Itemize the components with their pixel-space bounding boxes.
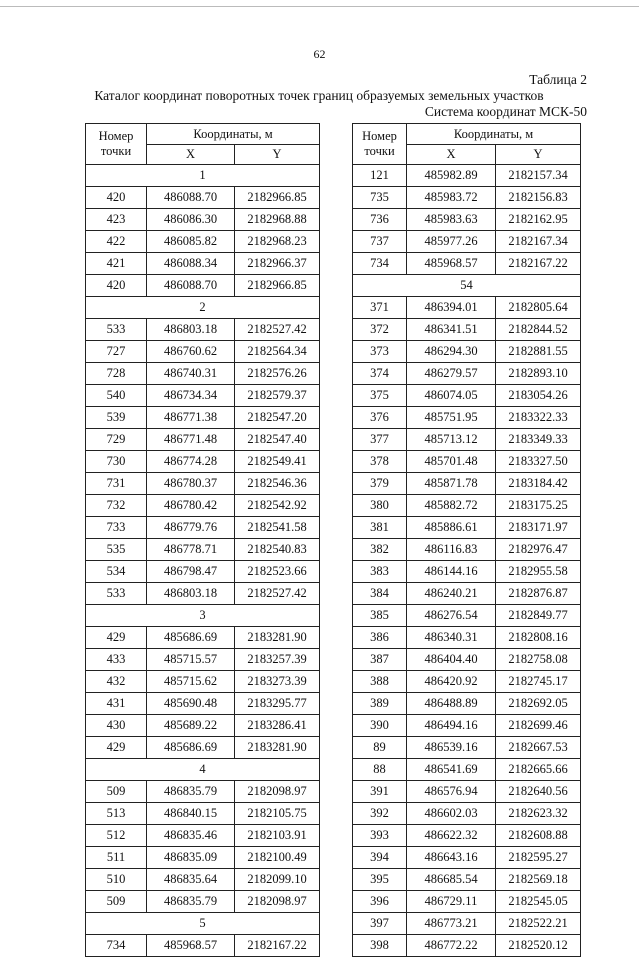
point-number-cell: 392 bbox=[353, 803, 407, 825]
table-row bbox=[86, 737, 320, 759]
table-row bbox=[353, 517, 581, 539]
table-row bbox=[353, 869, 581, 891]
x-coordinate-cell: 486729.11 bbox=[407, 891, 496, 913]
y-coordinate-cell: 2183349.33 bbox=[496, 429, 581, 451]
x-coordinate-cell: 486773.21 bbox=[407, 913, 496, 935]
x-coordinate-cell: 486074.05 bbox=[407, 385, 496, 407]
y-coordinate-cell: 2182540.83 bbox=[235, 539, 320, 561]
y-coordinate-cell: 2182758.08 bbox=[496, 649, 581, 671]
point-number-cell: 511 bbox=[86, 847, 147, 869]
table-row bbox=[353, 297, 581, 319]
point-number-cell: 535 bbox=[86, 539, 147, 561]
point-number-cell: 378 bbox=[353, 451, 407, 473]
x-coordinate-cell: 486835.79 bbox=[147, 781, 235, 803]
header-x: X bbox=[407, 145, 496, 165]
table-row bbox=[86, 869, 320, 891]
table-row bbox=[353, 231, 581, 253]
point-number-cell: 730 bbox=[86, 451, 147, 473]
y-coordinate-cell: 2182162.95 bbox=[496, 209, 581, 231]
table-row bbox=[86, 539, 320, 561]
x-coordinate-cell: 486088.34 bbox=[147, 253, 235, 275]
y-coordinate-cell: 2182105.75 bbox=[235, 803, 320, 825]
table-row bbox=[86, 891, 320, 913]
x-coordinate-cell: 486774.28 bbox=[147, 451, 235, 473]
point-number-cell: 396 bbox=[353, 891, 407, 913]
x-coordinate-cell: 485686.69 bbox=[147, 627, 235, 649]
point-number-cell: 733 bbox=[86, 517, 147, 539]
point-number-cell: 395 bbox=[353, 869, 407, 891]
table-row bbox=[353, 935, 581, 957]
table-row bbox=[353, 759, 581, 781]
y-coordinate-cell: 2182968.88 bbox=[235, 209, 320, 231]
x-coordinate-cell: 486539.16 bbox=[407, 737, 496, 759]
table-row bbox=[86, 583, 320, 605]
y-coordinate-cell: 2182966.85 bbox=[235, 187, 320, 209]
y-coordinate-cell: 2182167.22 bbox=[235, 935, 320, 957]
x-coordinate-cell: 485977.26 bbox=[407, 231, 496, 253]
x-coordinate-cell: 486494.16 bbox=[407, 715, 496, 737]
section-number-cell: 5 bbox=[86, 913, 320, 935]
point-number-cell: 88 bbox=[353, 759, 407, 781]
table-row bbox=[353, 209, 581, 231]
x-coordinate-cell: 486276.54 bbox=[407, 605, 496, 627]
table-row bbox=[86, 781, 320, 803]
y-coordinate-cell: 2182876.87 bbox=[496, 583, 581, 605]
y-coordinate-cell: 2183184.42 bbox=[496, 473, 581, 495]
table-row bbox=[353, 451, 581, 473]
point-number-cell: 512 bbox=[86, 825, 147, 847]
table-row bbox=[353, 319, 581, 341]
section-number-cell: 2 bbox=[86, 297, 320, 319]
point-number-cell: 429 bbox=[86, 737, 147, 759]
y-coordinate-cell: 2182156.83 bbox=[496, 187, 581, 209]
x-coordinate-cell: 485983.72 bbox=[407, 187, 496, 209]
y-coordinate-cell: 2182100.49 bbox=[235, 847, 320, 869]
y-coordinate-cell: 2182099.10 bbox=[235, 869, 320, 891]
coordinates-table-left bbox=[85, 123, 320, 957]
point-number-cell: 420 bbox=[86, 275, 147, 297]
x-coordinate-cell: 486541.69 bbox=[407, 759, 496, 781]
y-coordinate-cell: 2182546.36 bbox=[235, 473, 320, 495]
x-coordinate-cell: 486144.16 bbox=[407, 561, 496, 583]
table-row bbox=[353, 891, 581, 913]
x-coordinate-cell: 486771.48 bbox=[147, 429, 235, 451]
y-coordinate-cell: 2182968.23 bbox=[235, 231, 320, 253]
point-number-cell: 539 bbox=[86, 407, 147, 429]
section-number-cell: 54 bbox=[353, 275, 581, 297]
x-coordinate-cell: 486803.18 bbox=[147, 319, 235, 341]
point-number-cell: 509 bbox=[86, 781, 147, 803]
table-row bbox=[86, 671, 320, 693]
x-coordinate-cell: 486772.22 bbox=[407, 935, 496, 957]
x-coordinate-cell: 485690.48 bbox=[147, 693, 235, 715]
header-y: Y bbox=[496, 145, 581, 165]
point-number-cell: 394 bbox=[353, 847, 407, 869]
y-coordinate-cell: 2183281.90 bbox=[235, 737, 320, 759]
point-number-cell: 380 bbox=[353, 495, 407, 517]
table-row bbox=[86, 385, 320, 407]
point-number-cell: 422 bbox=[86, 231, 147, 253]
x-coordinate-cell: 485701.48 bbox=[407, 451, 496, 473]
table-row bbox=[86, 561, 320, 583]
point-number-cell: 510 bbox=[86, 869, 147, 891]
y-coordinate-cell: 2182665.66 bbox=[496, 759, 581, 781]
document-title: Каталог координат поворотных точек границ образуемых земельных участков bbox=[94, 88, 544, 103]
header-number-line2: точки bbox=[100, 144, 132, 158]
page-number: 62 bbox=[313, 47, 326, 61]
x-coordinate-cell: 486085.82 bbox=[147, 231, 235, 253]
table-row bbox=[353, 693, 581, 715]
table-row bbox=[353, 913, 581, 935]
table-row bbox=[353, 561, 581, 583]
point-number-cell: 736 bbox=[353, 209, 407, 231]
x-coordinate-cell: 486835.46 bbox=[147, 825, 235, 847]
point-number-cell: 384 bbox=[353, 583, 407, 605]
table-row bbox=[86, 693, 320, 715]
x-coordinate-cell: 485871.78 bbox=[407, 473, 496, 495]
y-coordinate-cell: 2182976.47 bbox=[496, 539, 581, 561]
x-coordinate-cell: 486622.32 bbox=[407, 825, 496, 847]
y-coordinate-cell: 2182579.37 bbox=[235, 385, 320, 407]
table-row bbox=[86, 429, 320, 451]
y-coordinate-cell: 2182692.05 bbox=[496, 693, 581, 715]
point-number-cell: 381 bbox=[353, 517, 407, 539]
y-coordinate-cell: 2182523.66 bbox=[235, 561, 320, 583]
y-coordinate-cell: 2182541.58 bbox=[235, 517, 320, 539]
table-row bbox=[353, 407, 581, 429]
table-row bbox=[353, 803, 581, 825]
point-number-cell: 513 bbox=[86, 803, 147, 825]
point-number-cell: 385 bbox=[353, 605, 407, 627]
x-coordinate-cell: 485983.63 bbox=[407, 209, 496, 231]
x-coordinate-cell: 486803.18 bbox=[147, 583, 235, 605]
table-row bbox=[353, 385, 581, 407]
y-coordinate-cell: 2182893.10 bbox=[496, 363, 581, 385]
point-number-cell: 374 bbox=[353, 363, 407, 385]
point-number-cell: 429 bbox=[86, 627, 147, 649]
table-row bbox=[86, 847, 320, 869]
point-number-cell: 121 bbox=[353, 165, 407, 187]
point-number-cell: 732 bbox=[86, 495, 147, 517]
y-coordinate-cell: 2182699.46 bbox=[496, 715, 581, 737]
x-coordinate-cell: 486835.79 bbox=[147, 891, 235, 913]
y-coordinate-cell: 2182745.17 bbox=[496, 671, 581, 693]
x-coordinate-cell: 486771.38 bbox=[147, 407, 235, 429]
table-row bbox=[86, 495, 320, 517]
table-row bbox=[86, 341, 320, 363]
x-coordinate-cell: 486086.30 bbox=[147, 209, 235, 231]
y-coordinate-cell: 2182881.55 bbox=[496, 341, 581, 363]
point-number-cell: 388 bbox=[353, 671, 407, 693]
point-number-cell: 379 bbox=[353, 473, 407, 495]
header-y: Y bbox=[235, 145, 320, 165]
y-coordinate-cell: 2182966.37 bbox=[235, 253, 320, 275]
section-number-cell: 3 bbox=[86, 605, 320, 627]
x-coordinate-cell: 485689.22 bbox=[147, 715, 235, 737]
x-coordinate-cell: 486088.70 bbox=[147, 275, 235, 297]
point-number-cell: 728 bbox=[86, 363, 147, 385]
y-coordinate-cell: 2182103.91 bbox=[235, 825, 320, 847]
point-number-cell: 421 bbox=[86, 253, 147, 275]
table-row bbox=[86, 825, 320, 847]
x-coordinate-cell: 486404.40 bbox=[407, 649, 496, 671]
x-coordinate-cell: 486835.09 bbox=[147, 847, 235, 869]
table-row bbox=[353, 781, 581, 803]
header-coordinates: Координаты, м bbox=[407, 124, 581, 145]
y-coordinate-cell: 2182844.52 bbox=[496, 319, 581, 341]
x-coordinate-cell: 486279.57 bbox=[407, 363, 496, 385]
table-row bbox=[86, 715, 320, 737]
y-coordinate-cell: 2182966.85 bbox=[235, 275, 320, 297]
y-coordinate-cell: 2182569.18 bbox=[496, 869, 581, 891]
section-row bbox=[86, 913, 320, 935]
section-number-cell: 1 bbox=[86, 165, 320, 187]
coordinate-system-label: Система координат МСК-50 bbox=[424, 104, 587, 119]
point-number-cell: 377 bbox=[353, 429, 407, 451]
point-number-cell: 420 bbox=[86, 187, 147, 209]
y-coordinate-cell: 2182595.27 bbox=[496, 847, 581, 869]
x-coordinate-cell: 486798.47 bbox=[147, 561, 235, 583]
table-row bbox=[86, 649, 320, 671]
table-row bbox=[86, 627, 320, 649]
y-coordinate-cell: 2182098.97 bbox=[235, 781, 320, 803]
y-coordinate-cell: 2182542.92 bbox=[235, 495, 320, 517]
point-number-cell: 727 bbox=[86, 341, 147, 363]
table-row bbox=[86, 319, 320, 341]
section-row bbox=[86, 297, 320, 319]
point-number-cell: 731 bbox=[86, 473, 147, 495]
y-coordinate-cell: 2182545.05 bbox=[496, 891, 581, 913]
point-number-cell: 734 bbox=[353, 253, 407, 275]
point-number-cell: 389 bbox=[353, 693, 407, 715]
point-number-cell: 393 bbox=[353, 825, 407, 847]
header-x: X bbox=[147, 145, 235, 165]
table-row bbox=[353, 605, 581, 627]
x-coordinate-cell: 486576.94 bbox=[407, 781, 496, 803]
x-coordinate-cell: 486340.31 bbox=[407, 627, 496, 649]
x-coordinate-cell: 486760.62 bbox=[147, 341, 235, 363]
header-point-number bbox=[86, 124, 147, 165]
table-label: Таблица 2 bbox=[529, 72, 587, 87]
y-coordinate-cell: 2182098.97 bbox=[235, 891, 320, 913]
y-coordinate-cell: 2182167.34 bbox=[496, 231, 581, 253]
point-number-cell: 737 bbox=[353, 231, 407, 253]
point-number-cell: 735 bbox=[353, 187, 407, 209]
top-border-line bbox=[0, 6, 639, 7]
y-coordinate-cell: 2183295.77 bbox=[235, 693, 320, 715]
y-coordinate-cell: 2182167.22 bbox=[496, 253, 581, 275]
point-number-cell: 382 bbox=[353, 539, 407, 561]
x-coordinate-cell: 486116.83 bbox=[407, 539, 496, 561]
x-coordinate-cell: 485713.12 bbox=[407, 429, 496, 451]
x-coordinate-cell: 485751.95 bbox=[407, 407, 496, 429]
x-coordinate-cell: 486341.51 bbox=[407, 319, 496, 341]
table-row bbox=[86, 231, 320, 253]
x-coordinate-cell: 486779.76 bbox=[147, 517, 235, 539]
point-number-cell: 386 bbox=[353, 627, 407, 649]
y-coordinate-cell: 2182549.41 bbox=[235, 451, 320, 473]
header-number-line1: Номер bbox=[362, 129, 397, 143]
table-row bbox=[86, 187, 320, 209]
coordinates-table-right bbox=[352, 123, 581, 957]
x-coordinate-cell: 486240.21 bbox=[407, 583, 496, 605]
x-coordinate-cell: 485886.61 bbox=[407, 517, 496, 539]
y-coordinate-cell: 2182808.16 bbox=[496, 627, 581, 649]
y-coordinate-cell: 2183327.50 bbox=[496, 451, 581, 473]
x-coordinate-cell: 485715.62 bbox=[147, 671, 235, 693]
section-row bbox=[353, 275, 581, 297]
x-coordinate-cell: 486685.54 bbox=[407, 869, 496, 891]
section-number-cell: 4 bbox=[86, 759, 320, 781]
table-row bbox=[86, 935, 320, 957]
y-coordinate-cell: 2183054.26 bbox=[496, 385, 581, 407]
table-row bbox=[86, 517, 320, 539]
table-row bbox=[353, 165, 581, 187]
y-coordinate-cell: 2182527.42 bbox=[235, 583, 320, 605]
point-number-cell: 383 bbox=[353, 561, 407, 583]
point-number-cell: 734 bbox=[86, 935, 147, 957]
section-row bbox=[86, 759, 320, 781]
x-coordinate-cell: 486602.03 bbox=[407, 803, 496, 825]
table-row bbox=[86, 209, 320, 231]
point-number-cell: 373 bbox=[353, 341, 407, 363]
y-coordinate-cell: 2182640.56 bbox=[496, 781, 581, 803]
point-number-cell: 387 bbox=[353, 649, 407, 671]
table-row bbox=[86, 253, 320, 275]
table-row bbox=[353, 363, 581, 385]
point-number-cell: 89 bbox=[353, 737, 407, 759]
y-coordinate-cell: 2183175.25 bbox=[496, 495, 581, 517]
y-coordinate-cell: 2183171.97 bbox=[496, 517, 581, 539]
x-coordinate-cell: 486734.34 bbox=[147, 385, 235, 407]
table-row bbox=[86, 473, 320, 495]
y-coordinate-cell: 2183286.41 bbox=[235, 715, 320, 737]
table-row bbox=[353, 473, 581, 495]
table-row bbox=[353, 583, 581, 605]
table-row bbox=[86, 407, 320, 429]
table-row bbox=[86, 363, 320, 385]
y-coordinate-cell: 2182547.20 bbox=[235, 407, 320, 429]
header-point-number bbox=[353, 124, 407, 165]
x-coordinate-cell: 486835.64 bbox=[147, 869, 235, 891]
point-number-cell: 372 bbox=[353, 319, 407, 341]
table-row bbox=[353, 649, 581, 671]
x-coordinate-cell: 486488.89 bbox=[407, 693, 496, 715]
y-coordinate-cell: 2183281.90 bbox=[235, 627, 320, 649]
point-number-cell: 533 bbox=[86, 583, 147, 605]
y-coordinate-cell: 2183322.33 bbox=[496, 407, 581, 429]
x-coordinate-cell: 486740.31 bbox=[147, 363, 235, 385]
x-coordinate-cell: 486780.37 bbox=[147, 473, 235, 495]
x-coordinate-cell: 486778.71 bbox=[147, 539, 235, 561]
table-row bbox=[353, 341, 581, 363]
point-number-cell: 376 bbox=[353, 407, 407, 429]
y-coordinate-cell: 2182564.34 bbox=[235, 341, 320, 363]
y-coordinate-cell: 2183257.39 bbox=[235, 649, 320, 671]
point-number-cell: 534 bbox=[86, 561, 147, 583]
y-coordinate-cell: 2182547.40 bbox=[235, 429, 320, 451]
point-number-cell: 540 bbox=[86, 385, 147, 407]
y-coordinate-cell: 2182157.34 bbox=[496, 165, 581, 187]
x-coordinate-cell: 486294.30 bbox=[407, 341, 496, 363]
table-row bbox=[353, 627, 581, 649]
x-coordinate-cell: 486643.16 bbox=[407, 847, 496, 869]
x-coordinate-cell: 486780.42 bbox=[147, 495, 235, 517]
table-row bbox=[353, 847, 581, 869]
y-coordinate-cell: 2182527.42 bbox=[235, 319, 320, 341]
point-number-cell: 533 bbox=[86, 319, 147, 341]
table-row bbox=[353, 253, 581, 275]
table-row bbox=[353, 495, 581, 517]
x-coordinate-cell: 485882.72 bbox=[407, 495, 496, 517]
table-row bbox=[353, 671, 581, 693]
point-number-cell: 397 bbox=[353, 913, 407, 935]
point-number-cell: 432 bbox=[86, 671, 147, 693]
table-row bbox=[353, 825, 581, 847]
x-coordinate-cell: 485715.57 bbox=[147, 649, 235, 671]
y-coordinate-cell: 2182520.12 bbox=[496, 935, 581, 957]
header-number-line2: точки bbox=[364, 144, 395, 158]
y-coordinate-cell: 2182955.58 bbox=[496, 561, 581, 583]
section-row bbox=[86, 605, 320, 627]
y-coordinate-cell: 2182608.88 bbox=[496, 825, 581, 847]
table-row bbox=[353, 737, 581, 759]
point-number-cell: 423 bbox=[86, 209, 147, 231]
x-coordinate-cell: 486420.92 bbox=[407, 671, 496, 693]
x-coordinate-cell: 485982.89 bbox=[407, 165, 496, 187]
point-number-cell: 375 bbox=[353, 385, 407, 407]
x-coordinate-cell: 486088.70 bbox=[147, 187, 235, 209]
y-coordinate-cell: 2182805.64 bbox=[496, 297, 581, 319]
table-row bbox=[353, 539, 581, 561]
point-number-cell: 431 bbox=[86, 693, 147, 715]
y-coordinate-cell: 2182576.26 bbox=[235, 363, 320, 385]
y-coordinate-cell: 2182522.21 bbox=[496, 913, 581, 935]
x-coordinate-cell: 485968.57 bbox=[407, 253, 496, 275]
x-coordinate-cell: 485686.69 bbox=[147, 737, 235, 759]
point-number-cell: 509 bbox=[86, 891, 147, 913]
point-number-cell: 371 bbox=[353, 297, 407, 319]
point-number-cell: 430 bbox=[86, 715, 147, 737]
point-number-cell: 391 bbox=[353, 781, 407, 803]
table-row bbox=[353, 187, 581, 209]
x-coordinate-cell: 486394.01 bbox=[407, 297, 496, 319]
y-coordinate-cell: 2182849.77 bbox=[496, 605, 581, 627]
table-row bbox=[86, 451, 320, 473]
table-row bbox=[86, 275, 320, 297]
point-number-cell: 729 bbox=[86, 429, 147, 451]
header-coordinates: Координаты, м bbox=[147, 124, 320, 145]
y-coordinate-cell: 2182667.53 bbox=[496, 737, 581, 759]
point-number-cell: 390 bbox=[353, 715, 407, 737]
x-coordinate-cell: 486840.15 bbox=[147, 803, 235, 825]
section-row bbox=[86, 165, 320, 187]
y-coordinate-cell: 2182623.32 bbox=[496, 803, 581, 825]
point-number-cell: 398 bbox=[353, 935, 407, 957]
y-coordinate-cell: 2183273.39 bbox=[235, 671, 320, 693]
table-row bbox=[353, 429, 581, 451]
x-coordinate-cell: 485968.57 bbox=[147, 935, 235, 957]
table-row bbox=[86, 803, 320, 825]
header-number-line1: Номер bbox=[98, 129, 134, 143]
table-row bbox=[353, 715, 581, 737]
point-number-cell: 433 bbox=[86, 649, 147, 671]
